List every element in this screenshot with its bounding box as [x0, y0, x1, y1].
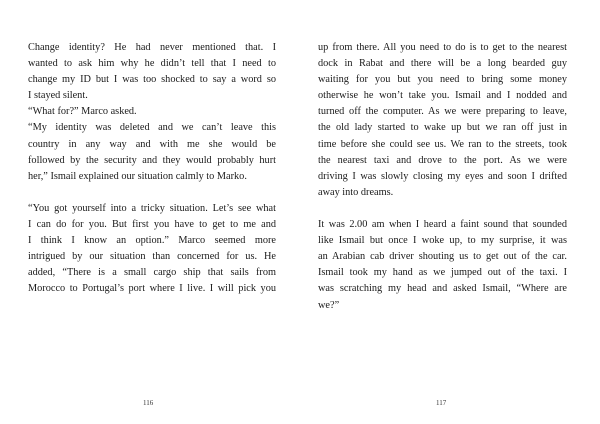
- text-line: away into dreams.: [318, 186, 394, 198]
- text-line: followed by the security and they would probably hurt: [28, 154, 276, 166]
- paragraph-gap: [318, 201, 567, 217]
- text-line: was scratching my head and asked Ismail, “Where are: [318, 283, 567, 295]
- text-line: I can do for you. But first you have to get to me and: [28, 219, 276, 231]
- text-line: time before she could see us. We ran to the streets, took: [318, 138, 567, 150]
- text-line: change my ID but I was too shocked to say a word so: [28, 74, 276, 86]
- text-line: driving I was slowly closing my eyes and soon I drifted: [318, 170, 567, 182]
- text-line: Morocco to Portugal’s port where I live. I will pick you: [28, 283, 276, 295]
- text-line: It was 2.00 am when I heard a faint sound that sounded: [318, 219, 567, 231]
- right-page: [318, 40, 567, 314]
- text-line: otherwise he won’t take you. Ismail and I nodded and: [318, 90, 567, 102]
- text-line: “My identity was deleted and we can’t leave this: [28, 122, 276, 134]
- text-line: Ismail took my hand as we jumped out of the taxi. I: [318, 267, 567, 279]
- text-line: added, “There is a small cargo ship that sails from: [28, 267, 276, 279]
- text-line: wanted to ask him why he didn’t tell that I need to: [28, 58, 276, 70]
- text-line: up from there. All you need to do is to get to the nearest: [318, 42, 567, 53]
- text-line: “What for?” Marco asked.: [28, 106, 137, 118]
- page-number-left: 116: [143, 399, 154, 407]
- text-line: dock in Rabat and there will be a long bearded guy: [318, 58, 567, 70]
- text-line: intrigued by our situation than concerned for us. He: [28, 251, 276, 263]
- text-line: like Ismail but once I woke up, to my surprise, it was: [318, 235, 567, 247]
- text-line: I think I know an option.” Marco seemed more: [28, 235, 276, 247]
- text-line: we?”: [318, 299, 340, 311]
- page-number-right: 117: [436, 399, 447, 407]
- text-line: I stayed silent.: [28, 90, 88, 102]
- text-line: the nearest taxi and drove to the port. As we were: [318, 154, 567, 166]
- text-line: turned off the computer. As we were preparing to leave,: [318, 106, 567, 118]
- text-line: her,” Ismail explained our situation calmly to Marko.: [28, 170, 247, 182]
- paragraph-gap: [28, 185, 276, 201]
- text-line: waiting for you but you need to bring some money: [318, 74, 567, 86]
- text-line: Change identity? He had never mentioned that. I: [28, 42, 276, 53]
- left-page: [28, 40, 276, 298]
- text-line: country in any way and with me she would be: [28, 138, 276, 150]
- text-line: the old lady started to wake up but we ran off just in: [318, 122, 567, 134]
- text-line: “You got yourself into a tricky situation. Let’s see what: [28, 202, 276, 214]
- text-line: an Arabian cab driver shouting us to get out of the car.: [318, 251, 567, 263]
